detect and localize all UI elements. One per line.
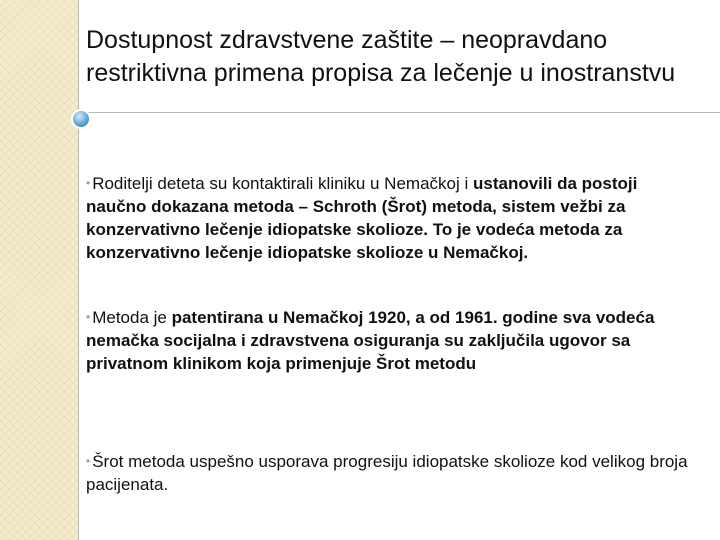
bullet-2-text: Metoda je (92, 308, 172, 327)
bullet-3 (86, 450, 696, 496)
bullet-1-bold-text: ustanovili da postoji naučno dokazana metoda – Schroth (Šrot) metoda, sistem vežbi za konzervativno lečenje idiopatske skolioze. To je vodeća metoda za konzervativno lečenje idiopatske skolioze u Nemačkoj. (86, 174, 638, 262)
bullet-2 (86, 306, 696, 375)
vertical-divider (78, 0, 79, 540)
slide-title: Dostupnost zdravstvene zaštite – neopravdano restriktivna primena propisa za lečenje u inostranstvu (86, 26, 676, 87)
bullet-3-text: Šrot metoda uspešno usporava progresiju idiopatske skolioze kod velikog broja pacijenata. (86, 452, 688, 494)
title-underline (79, 112, 720, 113)
bullet-dot-icon: • (86, 176, 91, 190)
bullet-dot-icon: • (86, 310, 91, 324)
bullet-1-text: Roditelji deteta su kontaktirali kliniku u Nemačkoj i (92, 174, 473, 193)
bullet-1 (86, 172, 696, 264)
bullet-2-bold-text: patentirana u Nemačkoj 1920, a od 1961. godine sva vodeća nemačka socijalna i zdravstvena osiguranja su zaključila ugovor sa privatnom klinikom koja primenjuje Šrot metodu (86, 308, 655, 373)
bullet-dot-icon: • (86, 454, 91, 468)
circle-ornament-icon (70, 108, 92, 130)
decorative-sidebar (0, 0, 78, 540)
